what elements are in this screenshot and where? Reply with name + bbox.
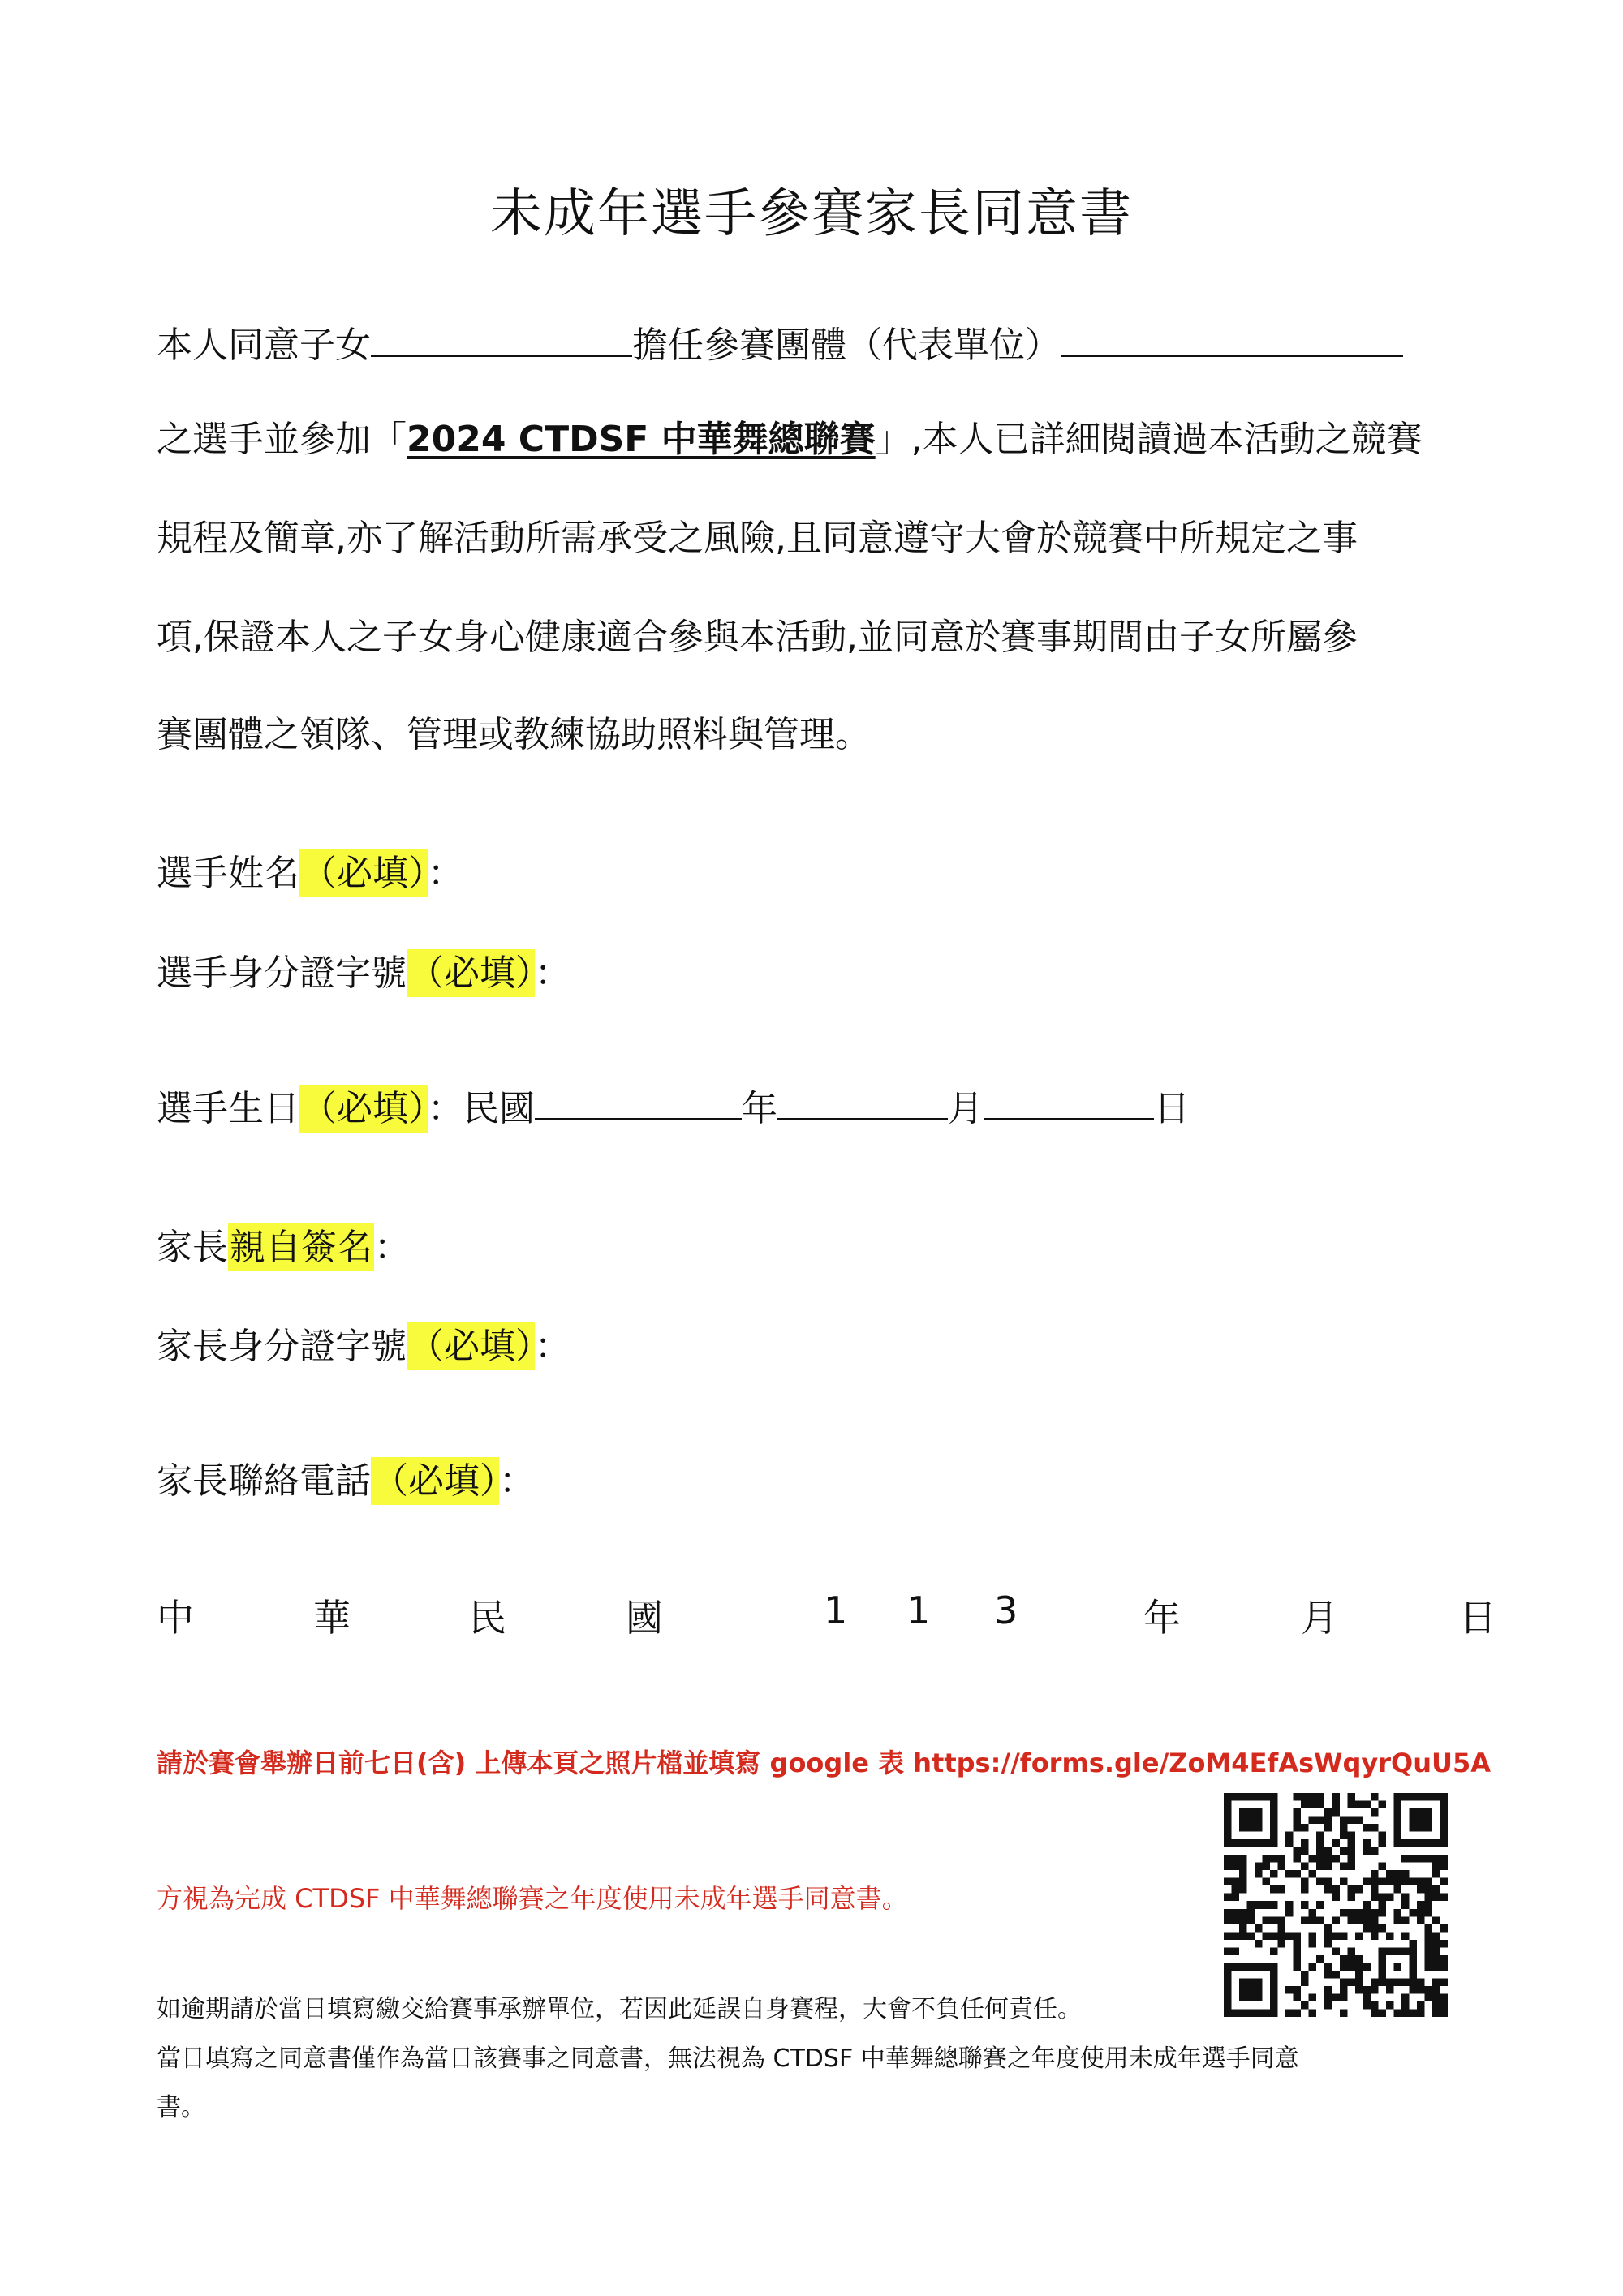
- paragraph-text: 擔任參賽團體（代表單位）: [632, 325, 1061, 366]
- paragraph-text: 本人同意子女: [157, 325, 371, 366]
- team-name-blank[interactable]: [1061, 319, 1403, 357]
- upload-instruction: 請於賽會舉辦日前七日(含) 上傳本頁之照片檔並填寫 google 表 https://forms.gle/ZoM4EfAsWqyrQuU5A: [157, 1748, 1492, 1778]
- date-year: 年: [1143, 1596, 1181, 1640]
- required-tag: （必填）: [407, 949, 535, 997]
- date-digit: 1: [906, 1589, 931, 1632]
- birth-month-blank[interactable]: [777, 1082, 948, 1120]
- same-day-note: 當日填寫之同意書僅作為當日該賽事之同意書，無法視為 CTDSF 中華舞總聯賽之年度使用未成年選手同意: [157, 2044, 1299, 2073]
- athlete-name-field[interactable]: [157, 845, 463, 902]
- required-tag: （必填）: [371, 1457, 499, 1505]
- paragraph-line-3: 規程及簡章,亦了解活動所需承受之風險,且同意遵守大會於競賽中所規定之事: [157, 518, 1358, 559]
- paragraph-line-5: 賽團體之領隊、管理或教練協助照料與管理。: [157, 714, 871, 755]
- date-day: 日: [1459, 1596, 1496, 1640]
- month-label: 月: [948, 1088, 984, 1129]
- event-name: 2024 CTDSF 中華舞總聯賽: [407, 419, 876, 460]
- date-char: 中: [157, 1596, 194, 1640]
- paragraph-text: 之選手並參加「: [157, 419, 407, 460]
- date-month: 月: [1301, 1596, 1338, 1640]
- day-label: 日: [1154, 1088, 1190, 1129]
- colon: ：: [428, 853, 463, 894]
- paragraph-text: 」,本人已詳細閱讀過本活動之競賽: [875, 419, 1423, 460]
- colon: ：: [535, 1326, 570, 1367]
- child-name-blank[interactable]: [371, 319, 632, 357]
- colon: ：: [499, 1460, 535, 1502]
- completion-note: 方視為完成 CTDSF 中華舞總聯賽之年度使用未成年選手同意書。: [157, 1883, 908, 1914]
- paragraph-line-2: [157, 415, 1423, 464]
- parent-phone-field[interactable]: [157, 1453, 535, 1510]
- date-char: 民: [469, 1596, 506, 1640]
- date-char: 國: [626, 1596, 663, 1640]
- date-digit: 1: [824, 1589, 848, 1632]
- field-label: 選手姓名: [157, 853, 299, 894]
- qr-code-icon[interactable]: [1224, 1793, 1448, 2017]
- field-label: 選手身分證字號: [157, 952, 407, 994]
- parent-signature-field[interactable]: [157, 1219, 410, 1276]
- year-label: 年: [742, 1088, 777, 1129]
- date-char: 華: [313, 1596, 351, 1640]
- late-submission-note: 如逾期請於當日填寫繳交給賽事承辦單位，若因此延誤自身賽程，大會不負任何責任。: [157, 1995, 1082, 2023]
- colon: ：: [374, 1227, 410, 1268]
- required-tag: （必填）: [299, 849, 428, 897]
- field-label: 家長: [157, 1227, 228, 1268]
- paragraph-line-4: 項,保證本人之子女身心健康適合參與本活動,並同意於賽事期間由子女所屬參: [157, 617, 1358, 658]
- same-day-note-end: 書。: [157, 2093, 205, 2122]
- field-label: 家長聯絡電話: [157, 1460, 371, 1502]
- birth-year-blank[interactable]: [535, 1082, 742, 1120]
- parent-id-field[interactable]: [157, 1318, 570, 1375]
- date-digit: 3: [994, 1589, 1018, 1632]
- paragraph-line-1: [157, 319, 1403, 370]
- page-title: 未成年選手參賽家長同意書: [490, 184, 1133, 244]
- athlete-id-field[interactable]: [157, 945, 570, 1002]
- required-tag: （必填）: [299, 1085, 428, 1133]
- colon: ：: [535, 952, 570, 994]
- athlete-birth-field[interactable]: [157, 1081, 1190, 1137]
- field-label: 選手生日: [157, 1088, 299, 1129]
- signature-highlight: 親自簽名: [228, 1223, 374, 1271]
- field-label: 家長身分證字號: [157, 1326, 407, 1367]
- required-tag: （必填）: [407, 1322, 535, 1370]
- birth-day-blank[interactable]: [984, 1082, 1154, 1120]
- roc-label: ：民國: [428, 1088, 535, 1129]
- signing-date-row: [157, 1589, 1496, 1645]
